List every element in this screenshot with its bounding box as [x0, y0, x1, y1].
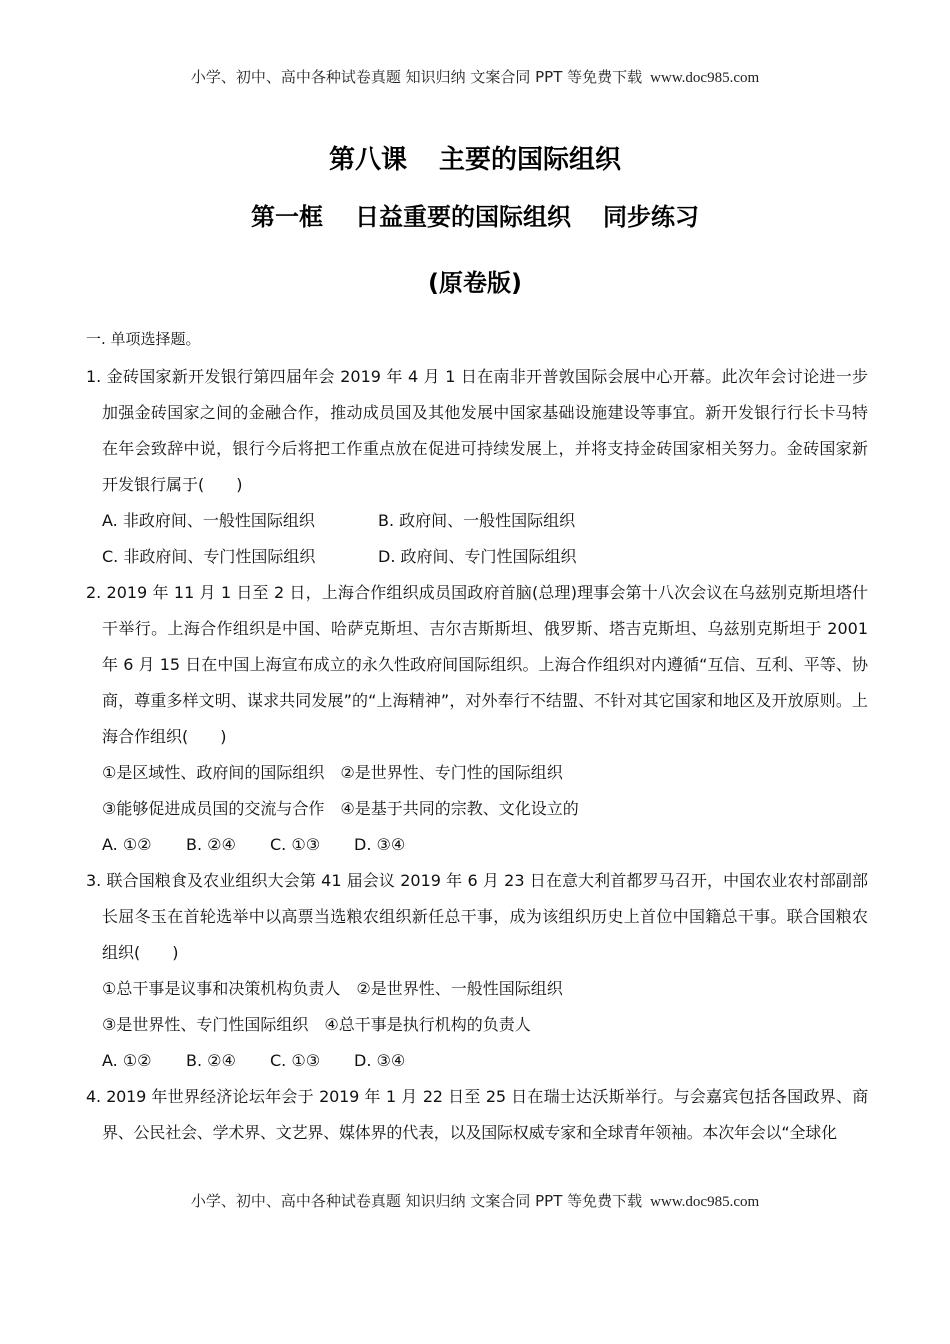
- footer-site-link[interactable]: www.doc985.com: [650, 1194, 760, 1210]
- question-stem: 4. 2019 年世界经济论坛年会于 2019 年 1 月 22 日至 25 日在瑞士达沃斯举行。与会嘉宾包括各国政界、商界、公民社会、学术界、文艺界、媒体界的代表，以及国际权威专家和全球青年领袖。本次年会以“全球化: [86, 1087, 868, 1142]
- option-b: B. 政府间、一般性国际组织: [378, 511, 576, 530]
- choice-c: C. ①③: [270, 835, 321, 854]
- option-d: D. 政府间、专门性国际组织: [378, 547, 577, 566]
- statement-1: ①总干事是议事和决策机构负责人: [102, 979, 341, 998]
- section-heading: 一. 单项选择题。: [86, 330, 201, 348]
- question-1: [86, 359, 868, 575]
- choice-c: C. ①③: [270, 1051, 321, 1070]
- statement-4: ④是基于共同的宗教、文化设立的: [340, 799, 579, 818]
- lesson-name: 主要的国际组织: [439, 145, 622, 175]
- question-stem: 2. 2019 年 11 月 1 日至 2 日，上海合作组织成员国政府首脑(总理)理事会第十八次会议在乌兹别克斯坦塔什干举行。上海合作组织是中国、哈萨克斯坦、吉尔吉斯斯坦、俄罗斯、塔吉克斯坦、乌兹别克斯坦于 2001 年 6 月 15 日在中国上海宣布成立的永久性政府间国际组织。上海合作组织对内遵循“互信、互利、平等、协商，尊重多样文明、谋求共同发展”的“上海精神”，对外奉行不结盟、不针对其它国家和地区及开放原则。上海合作组织( ): [86, 583, 868, 746]
- edition-label: (原卷版): [428, 269, 522, 297]
- header-text: 小学、初中、高中各种试卷真题 知识归纳 文案合同 PPT 等免费下载: [190, 68, 643, 86]
- frame-type: 同步练习: [603, 203, 699, 231]
- statement-1: ①是区域性、政府间的国际组织: [102, 763, 325, 782]
- lesson-number: 第八课: [328, 145, 407, 175]
- choice-b: B. ②④: [186, 835, 236, 854]
- footer-text: 小学、初中、高中各种试卷真题 知识归纳 文案合同 PPT 等免费下载: [190, 1192, 643, 1210]
- question-3: [86, 863, 868, 1079]
- header-site-link[interactable]: www.doc985.com: [650, 70, 760, 86]
- question-2: [86, 575, 868, 863]
- frame-number: 第一框: [251, 203, 323, 231]
- page-footer: [0, 1190, 950, 1211]
- frame-name: 日益重要的国际组织: [355, 203, 571, 231]
- page-header: [0, 66, 950, 87]
- question-stem: 3. 联合国粮食及农业组织大会第 41 届会议 2019 年 6 月 23 日在意大利首都罗马召开，中国农业农村部副部长屈冬玉在首轮选举中以高票当选粮农组织新任总干事，成为该组织历史上首位中国籍总干事。联合国粮农组织( ): [86, 871, 868, 962]
- statement-4: ④总干事是执行机构的负责人: [324, 1015, 531, 1034]
- statement-2: ②是世界性、专门性的国际组织: [340, 763, 563, 782]
- option-c: C. 非政府间、专门性国际组织: [102, 547, 316, 566]
- frame-title: [0, 197, 950, 232]
- choice-a: A. ①②: [102, 1051, 152, 1070]
- statement-2: ②是世界性、一般性国际组织: [356, 979, 563, 998]
- choice-a: A. ①②: [102, 835, 152, 854]
- document-body: [86, 326, 868, 1151]
- option-a: A. 非政府间、一般性国际组织: [102, 511, 315, 530]
- lesson-title: [0, 139, 950, 176]
- statement-3: ③是世界性、专门性国际组织: [102, 1015, 309, 1034]
- choice-d: D. ③④: [354, 1051, 406, 1070]
- question-4: [86, 1079, 868, 1151]
- choice-d: D. ③④: [354, 835, 406, 854]
- choice-b: B. ②④: [186, 1051, 236, 1070]
- statement-3: ③能够促进成员国的交流与合作: [102, 799, 325, 818]
- question-stem: 1. 金砖国家新开发银行第四届年会 2019 年 4 月 1 日在南非开普敦国际会展中心开幕。此次年会讨论进一步加强金砖国家之间的金融合作，推动成员国及其他发展中国家基础设施建设等事宜。新开发银行行长卡马特在年会致辞中说，银行今后将把工作重点放在促进可持续发展上，并将支持金砖国家相关努力。金砖国家新开发银行属于( ): [86, 367, 868, 494]
